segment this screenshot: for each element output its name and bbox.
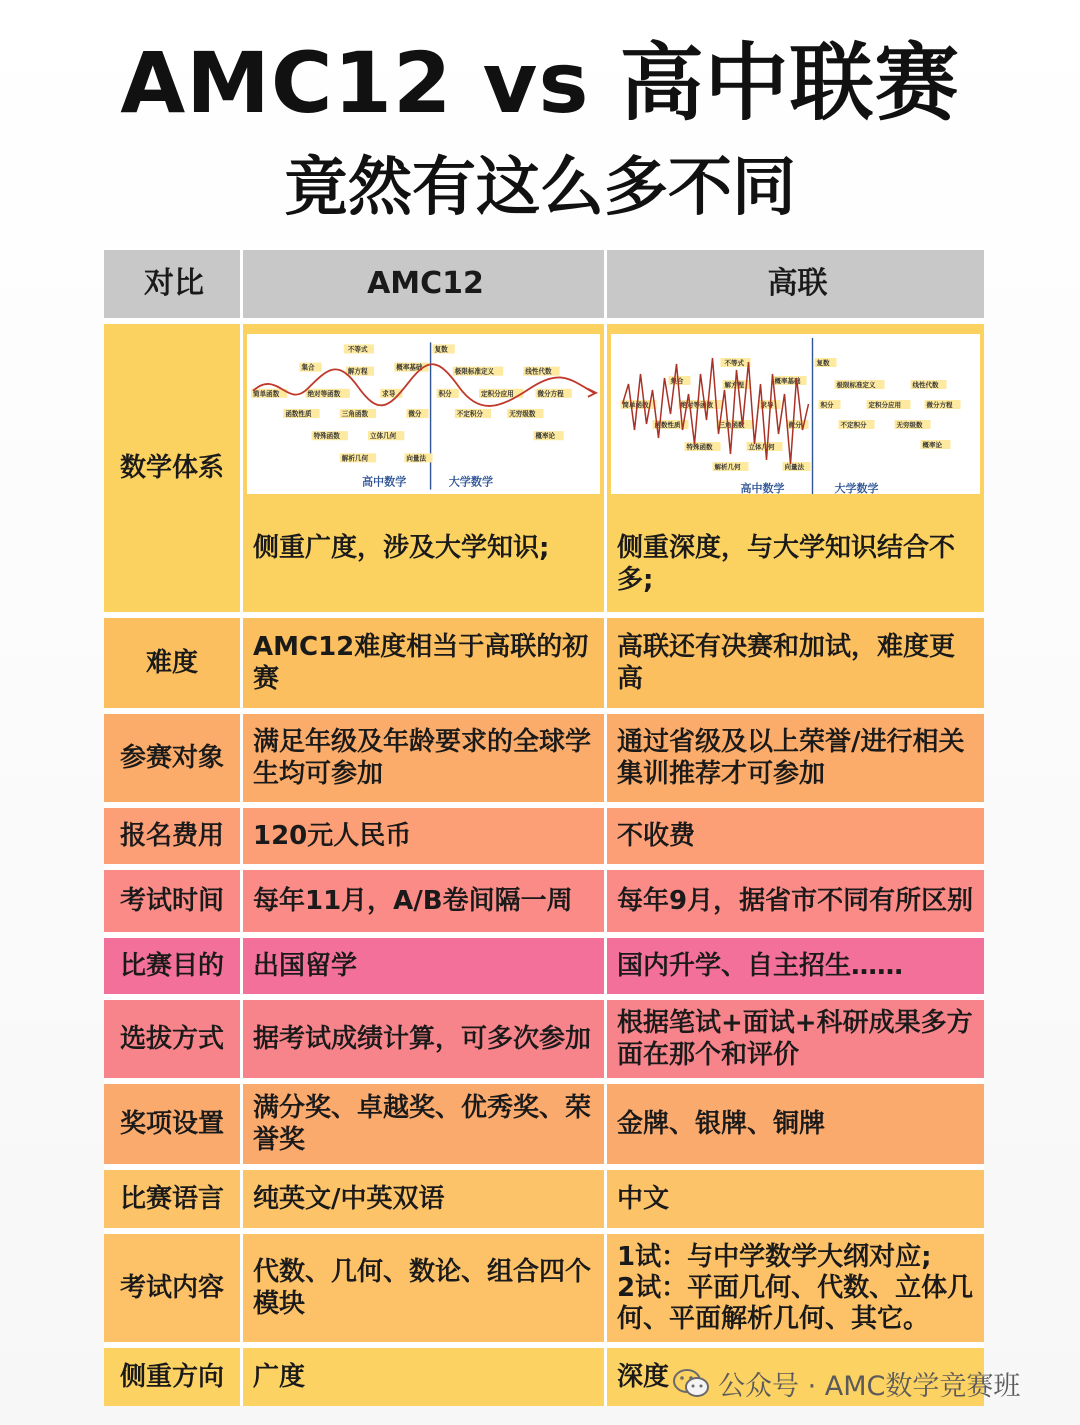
amc-math-system-cell (243, 324, 604, 612)
amc-axis-right-label: 大学数学 (448, 475, 494, 489)
svg-text:线性代数: 线性代数 (912, 381, 939, 389)
amc-fee: 120元人民币 (243, 808, 604, 864)
header-compare: 对比 (104, 250, 240, 318)
svg-text:三角函数: 三角函数 (718, 421, 745, 429)
node-derivative: 求导 (382, 389, 396, 398)
gl-difficulty: 高联还有决赛和加试，难度更高 (607, 618, 984, 708)
row-label-content: 考试内容 (104, 1234, 240, 1342)
amc-direction: 广度 (243, 1348, 604, 1406)
gl-axis-left-label: 高中数学 (740, 482, 785, 494)
svg-text:绝对等函数: 绝对等函数 (680, 401, 713, 409)
gl-math-system-text: 侧重深度，与大学知识结合不多; (617, 533, 956, 595)
node-prob-basic: 概率基础 (396, 363, 423, 372)
svg-text:积分: 积分 (820, 401, 834, 409)
svg-text:集合: 集合 (670, 377, 684, 385)
node-vector: 向量法 (406, 454, 427, 463)
watermark (672, 1361, 1020, 1405)
gl-fee: 不收费 (607, 808, 984, 864)
amc-axis-left-label: 高中数学 (361, 475, 407, 489)
amc-math-system-text: 侧重广度，涉及大学知识; (253, 533, 550, 563)
amc-knowledge-diagram (247, 334, 600, 494)
amc-difficulty: AMC12难度相当于高联的初赛 (243, 618, 604, 708)
node-infinite-series: 无穷级数 (509, 410, 536, 419)
node-solid-geometry: 立体几何 (370, 432, 397, 441)
node-abs-function: 绝对等函数 (307, 389, 341, 398)
node-inequality: 不等式 (347, 345, 368, 354)
header-gaolian: 高联 (607, 250, 984, 318)
gl-math-system-cell (607, 324, 984, 612)
gl-purpose: 国内升学、自主招生…… (607, 938, 984, 994)
gl-exam-time: 每年9月，据省市不同有所区别 (607, 870, 984, 932)
svg-text:特殊函数: 特殊函数 (686, 443, 713, 451)
node-equation: 解方程 (347, 367, 368, 376)
row-label-awards: 奖项设置 (104, 1084, 240, 1164)
header-amc12: AMC12 (243, 250, 604, 318)
amc-language: 纯英文/中英双语 (243, 1170, 604, 1228)
gl-language: 中文 (607, 1170, 984, 1228)
svg-text:概率基础: 概率基础 (774, 377, 801, 385)
amc-content: 代数、几何、数论、组合四个模块 (243, 1234, 604, 1342)
node-simple-function: 简单函数 (253, 389, 280, 398)
svg-text:无穷级数: 无穷级数 (896, 421, 923, 429)
node-indef-integral: 不定积分 (456, 410, 483, 419)
node-def-integral: 定积分应用 (480, 389, 514, 398)
node-differential: 微分 (408, 410, 422, 419)
node-trig-function: 三角函数 (341, 410, 369, 419)
node-limit: 极限标准定义 (454, 367, 495, 376)
node-integral: 积分 (438, 389, 452, 398)
row-label-fee: 报名费用 (104, 808, 240, 864)
node-set: 集合 (301, 363, 315, 372)
row-label-exam-time: 考试时间 (104, 870, 240, 932)
svg-text:微分: 微分 (788, 421, 802, 429)
svg-text:极限标准定义: 极限标准定义 (836, 381, 876, 389)
svg-text:概率论: 概率论 (922, 441, 942, 449)
gl-awards: 金牌、银牌、铜牌 (607, 1084, 984, 1164)
amc-participants: 满足年级及年龄要求的全球学生均可参加 (243, 714, 604, 802)
page-title: AMC12 vs 高中联赛 (120, 34, 960, 132)
comparison-table (104, 250, 984, 1406)
svg-text:不等式: 不等式 (724, 359, 744, 367)
svg-text:求导: 求导 (760, 401, 774, 409)
amc-awards: 满分奖、卓越奖、优秀奖、荣誉奖 (243, 1084, 604, 1164)
row-label-difficulty: 难度 (104, 618, 240, 708)
wechat-icon (672, 1367, 710, 1399)
svg-text:函数性质: 函数性质 (654, 421, 681, 429)
gl-knowledge-diagram (611, 334, 980, 494)
row-label-purpose: 比赛目的 (104, 938, 240, 994)
node-complex: 复数 (434, 345, 448, 354)
svg-text:解方程: 解方程 (724, 381, 744, 389)
page-subtitle: 竟然有这么多不同 (284, 151, 796, 225)
node-probability: 概率论 (535, 432, 556, 441)
amc-purpose: 出国留学 (243, 938, 604, 994)
node-diff-equation: 微分方程 (537, 389, 564, 398)
gl-content: 1试：与中学数学大纲对应; 2试：平面几何、代数、立体几何、平面解析几何、其它。 (607, 1234, 984, 1342)
svg-text:立体几何: 立体几何 (748, 443, 775, 451)
row-label-participants: 参赛对象 (104, 714, 240, 802)
gl-selection: 根据笔试+面试+科研成果多方面在那个和评价 (607, 1000, 984, 1078)
svg-text:解析几何: 解析几何 (714, 463, 741, 471)
svg-text:简单函数: 简单函数 (622, 401, 649, 409)
amc-diagram-svg (247, 334, 600, 494)
svg-text:向量法: 向量法 (784, 463, 804, 471)
amc-selection: 据考试成绩计算，可多次参加 (243, 1000, 604, 1078)
svg-text:复数: 复数 (816, 359, 830, 367)
node-special-function: 特殊函数 (313, 432, 340, 441)
row-label-direction: 侧重方向 (104, 1348, 240, 1406)
row-label-selection: 选拔方式 (104, 1000, 240, 1078)
node-linear-algebra: 线性代数 (525, 367, 552, 376)
gl-diagram-svg (611, 334, 980, 494)
svg-text:定积分应用: 定积分应用 (868, 401, 901, 409)
node-function-property: 函数性质 (285, 410, 312, 419)
amc-exam-time: 每年11月，A/B卷间隔一周 (243, 870, 604, 932)
svg-text:不定积分: 不定积分 (840, 421, 867, 429)
gl-direction: 深度 (607, 1348, 984, 1406)
watermark-text: 公众号 · AMC数学竞赛班 (718, 1370, 1021, 1402)
gl-axis-right-label: 大学数学 (834, 482, 879, 494)
gl-participants: 通过省级及以上荣誉/进行相关集训推荐才可参加 (607, 714, 984, 802)
node-analytic-geometry: 解析几何 (341, 454, 369, 463)
row-label-math-system: 数学体系 (104, 324, 240, 612)
svg-text:微分方程: 微分方程 (926, 401, 953, 409)
row-label-language: 比赛语言 (104, 1170, 240, 1228)
